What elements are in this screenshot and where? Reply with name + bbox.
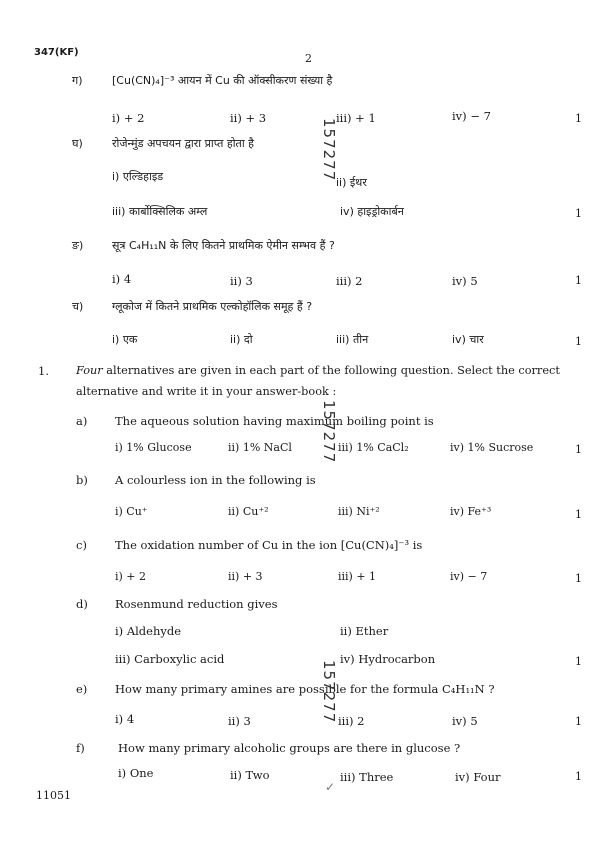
option: ii) + 3 [230,111,267,125]
question-label: c) [76,538,87,552]
marks: 1 [575,274,582,287]
question-label: e) [76,682,88,696]
question-label: ग) [72,74,83,87]
question-label: च) [72,300,84,313]
option: iv) 5 [452,714,478,728]
instruction-text: alternatives are given in each part of the following question. Select the correct [102,364,560,377]
option: iii) Carboxylic acid [115,652,225,666]
option: iv) चार [452,333,484,346]
question-text: The oxidation number of Cu in the ion [Cu(CN)₄]⁻³ is [115,538,423,552]
option: i) + 2 [115,570,147,583]
option: ii) ईथर [336,176,367,189]
question-text: A colourless ion in the following is [115,473,316,487]
option: i) 4 [112,272,132,286]
question-text: How many primary alcoholic groups are there in glucose ? [118,741,461,755]
question-text: सूत्र C₄H₁₁N के लिए कितने प्राथमिक ऐमीन सम्भव हैं ? [112,239,335,252]
page-number: 2 [305,52,312,65]
option: iv) Hydrocarbon [340,652,436,666]
option: i) एक [112,333,138,346]
serial-stamp: 157277 [320,118,338,182]
marks: 1 [575,770,582,783]
option: iii) 2 [338,714,365,728]
marks: 1 [575,508,582,521]
option: iii) + 1 [336,111,376,125]
option: iv) Fe⁺³ [450,505,492,518]
serial-stamp: 157277 [320,660,338,724]
marks: 1 [575,112,582,125]
question-label: d) [76,597,88,611]
option: i) + 2 [112,111,145,125]
option: iv) 1% Sucrose [450,441,534,454]
instruction-line-2: alternative and write it in your answer-book : [76,385,337,398]
option: iv) − 7 [452,109,491,123]
option: iii) Ni⁺² [338,505,380,518]
question-text: [Cu(CN)₄]⁻³ आयन में Cu की ऑक्सीकरण संख्या है [112,74,333,87]
option: ii) दो [230,333,253,346]
marks: 1 [575,207,582,220]
question-label: ङ) [72,239,84,252]
option: iv) हाइड्रोकार्बन [340,205,404,218]
option: ii) + 3 [228,570,263,583]
option: i) Cu⁺ [115,505,148,518]
option: ii) Cu⁺² [228,505,269,518]
option: i) Aldehyde [115,624,182,638]
option: iii) 1% CaCl₂ [338,441,409,454]
option: ii) Two [230,768,270,782]
question-text: ग्लूकोज में कितने प्राथमिक एल्कोहॉलिक समूह हैं ? [112,300,313,313]
option: iii) कार्बोक्सिलिक अम्ल [112,205,208,218]
question-label: b) [76,473,88,487]
instruction [76,364,560,378]
option: iii) + 1 [338,570,377,583]
option: iv) Four [455,770,501,784]
check-mark-icon: ✓ [325,780,336,794]
question-label: a) [76,414,88,428]
option: i) One [118,766,154,780]
instruction-emphasis: Four [76,364,103,377]
option: iii) Three [340,770,394,784]
serial-stamp: 157277 [320,400,338,464]
option: i) एल्डिहाइड [112,170,164,183]
option: iv) 5 [452,274,478,288]
question-label: घ) [72,137,83,150]
option: ii) Ether [340,624,389,638]
marks: 1 [575,715,582,728]
marks: 1 [575,335,582,348]
marks: 1 [575,443,582,456]
option: iii) तीन [336,333,369,346]
option: ii) 1% NaCl [228,441,292,454]
option: ii) 3 [228,714,251,728]
option: i) 1% Glucose [115,441,192,454]
option: ii) 3 [230,274,253,288]
marks: 1 [575,572,582,585]
paper-code: 347(KF) [34,47,79,58]
question-text: The aqueous solution having maximum boiling point is [115,414,434,428]
question-text: Rosenmund reduction gives [115,597,278,611]
question-label: f) [76,741,85,755]
option: iv) − 7 [450,570,488,583]
question-number: 1. [38,364,49,378]
option: iii) 2 [336,274,363,288]
marks: 1 [575,655,582,668]
question-text: रोजेन्मुंड अपचयन द्वारा प्राप्त होता है [112,137,255,150]
question-text: How many primary amines are possible for the formula C₄H₁₁N ? [115,682,495,696]
option: i) 4 [115,712,135,726]
footer-code: 11051 [36,789,71,802]
